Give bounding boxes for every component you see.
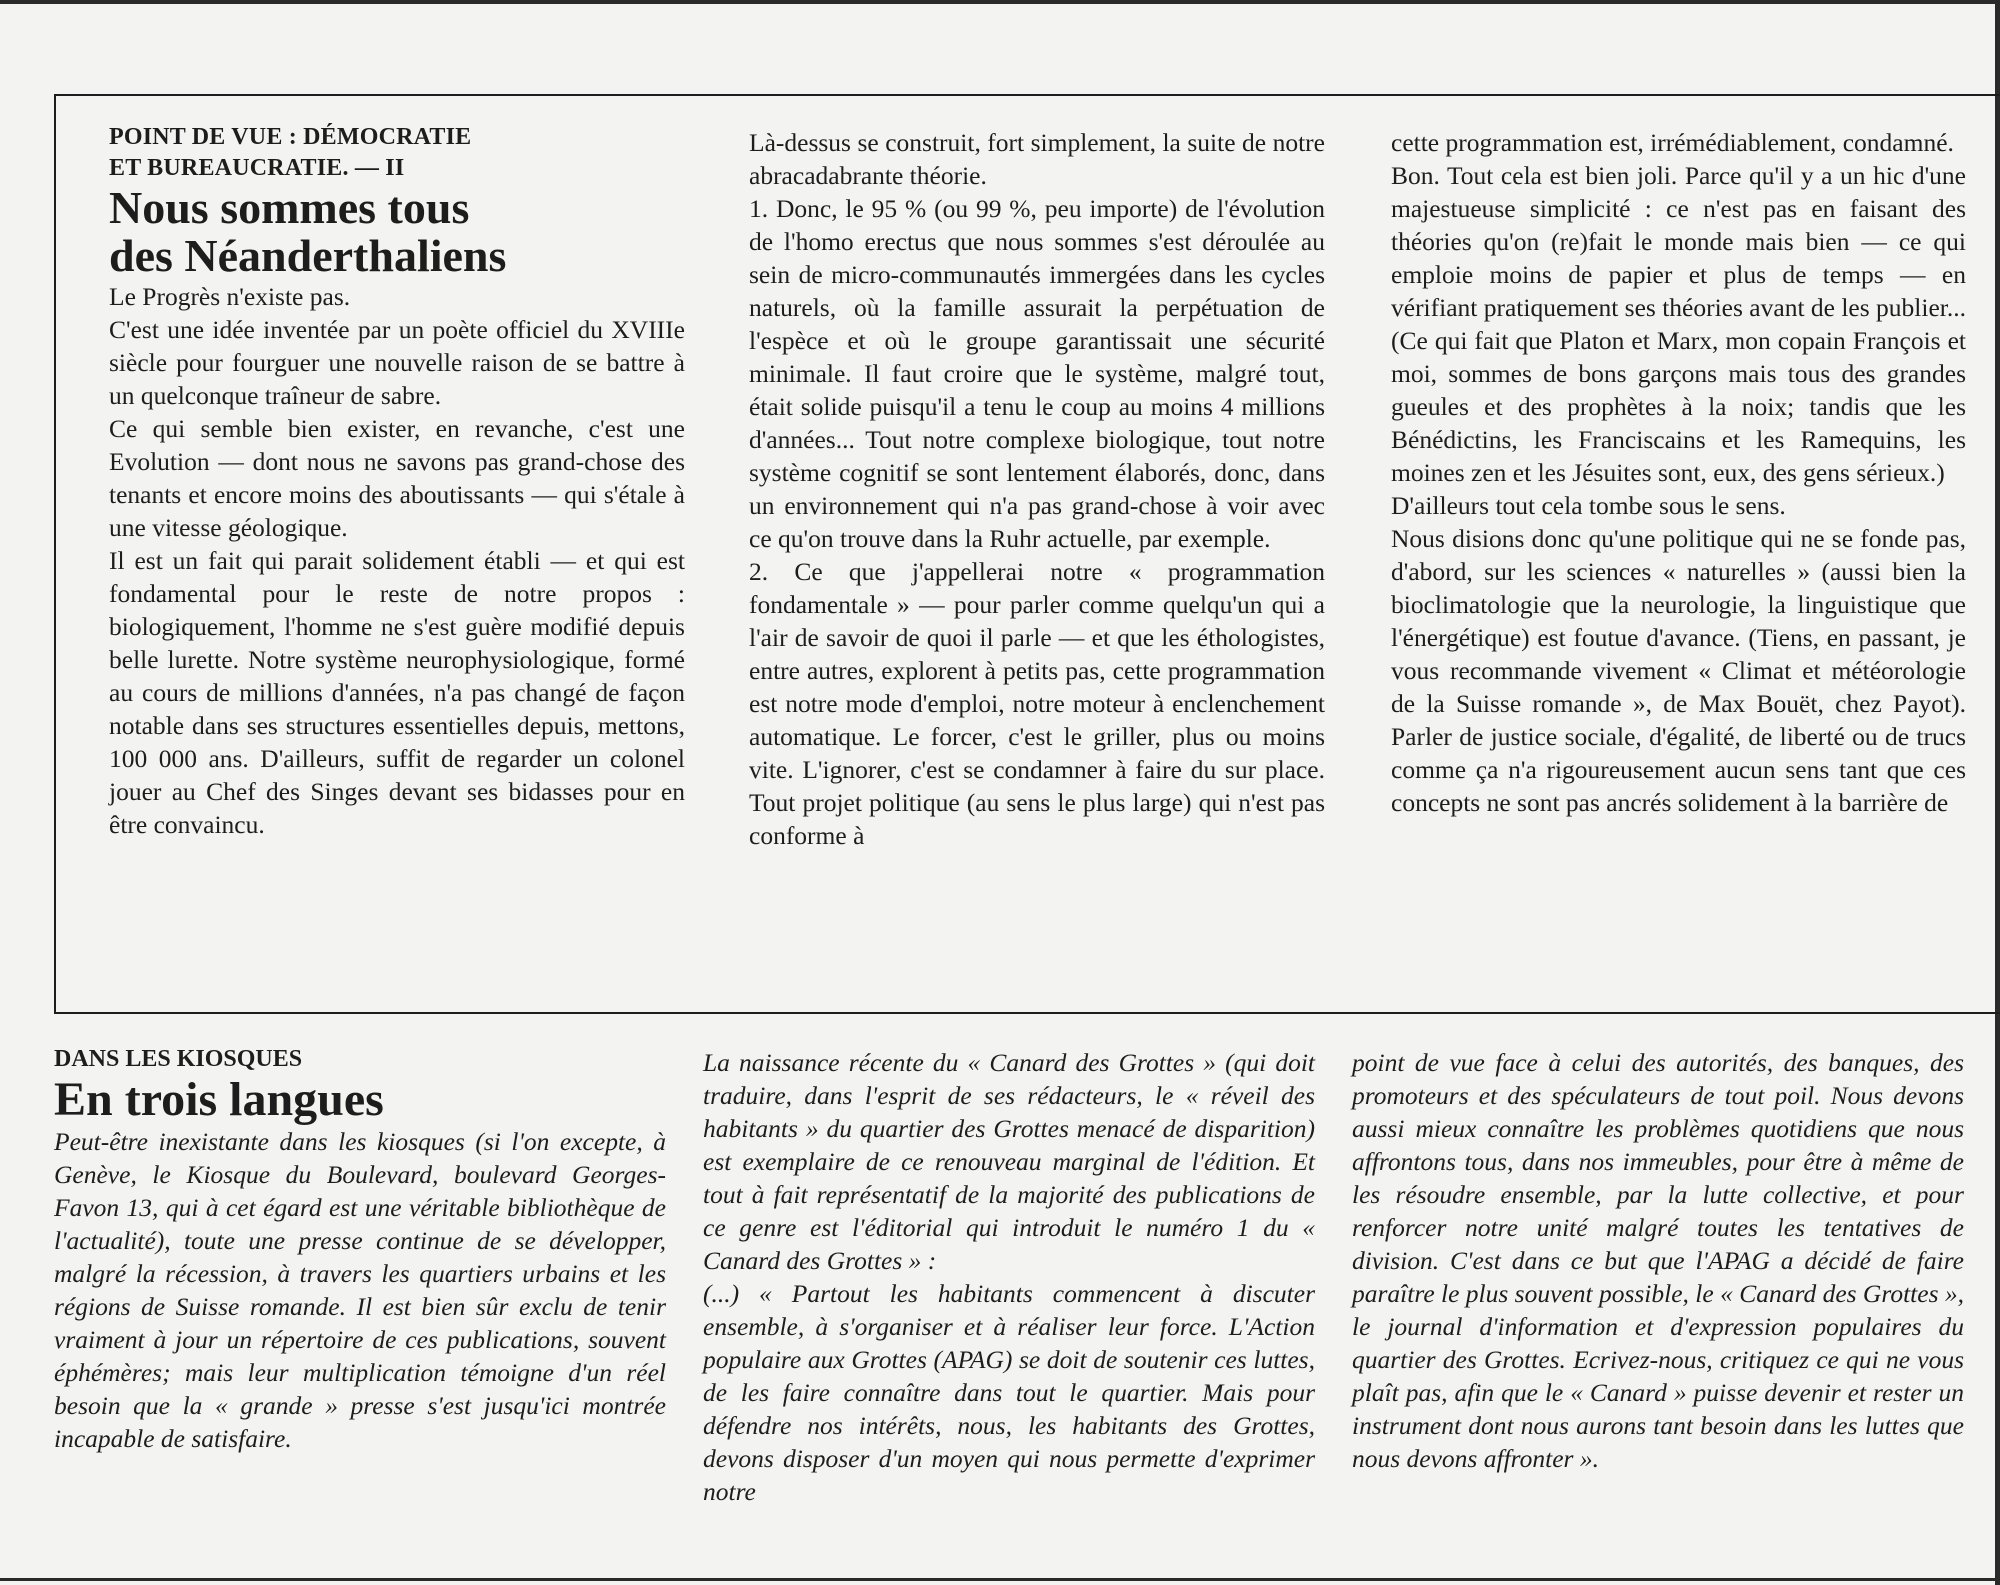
article2-column-3 <box>1352 1046 1964 1475</box>
paragraph: Là-dessus se construit, fort simplement, la suite de notre abracadabrante théorie. <box>749 128 1325 190</box>
paragraph: La naissance récente du « Canard des Grottes » (qui doit traduire, dans l'esprit de ses rédacteurs, le « réveil des habitants » du quartier des Grottes menacé de disparition) est exemplaire de ce renouveau marginal de l'édition. Et tout à fait représentatif de la majorité des publications de ce genre est l'éditorial qui introduit le numéro 1 du « Canard des Grottes » : <box>703 1048 1315 1275</box>
paragraph: Le Progrès n'existe pas. <box>109 282 351 311</box>
paragraph: C'est une idée inventée par un poète officiel du XVIIIe siècle pour fourguer une nouvelle raison de se battre à un quelconque traîneur de sabre. <box>109 315 685 410</box>
paragraph: cette programmation est, irrémédiablement, condamné. <box>1391 128 1954 157</box>
paragraph: 1. Donc, le 95 % (ou 99 %, peu importe) de l'évolution de l'homo erectus que nous sommes s'est déroulée au sein de micro-communautés immergées dans les cycles naturels, où la famille assurait la perpétuation de l'espèce et où le groupe garantissait une sécurité minimale. Il faut croire que le système, malgré tout, était solide puisqu'il a tenu le coup au moins 4 millions d'années... Tout notre complexe biologique, tout notre système cognitif se sont lentement élaborés, donc, dans un environnement qui n'a pas grand-chose à voir avec ce qu'on trouve dans la Ruhr actuelle, par exemple. <box>749 194 1325 553</box>
paragraph: Peut-être inexistante dans les kiosques (si l'on excepte, à Genève, le Kiosque du Boulevard, boulevard Georges-Favon 13, qui à cet égard est une véritable bibliothèque de l'actualité), toute une presse continue de se développer, malgré la récession, à travers les quartiers urbains et les régions de Suisse romande. Il est bien sûr exclu de tenir vraiment à jour un répertoire de ces publications, souvent éphémères; mais leur multiplication témoigne d'un réel besoin que la « grande » presse s'est jusqu'ici montrée incapable de satisfaire. <box>54 1127 666 1453</box>
paragraph: 2. Ce que j'appellerai notre « programmation fondamentale » — pour parler comme quelqu'un qui a l'air de savoir de quoi il parle — et que les éthologistes, entre autres, explorent à petits pas, cette programmation est notre mode d'emploi, notre moteur à enclenchement automatique. Le forcer, c'est le griller, plus ou moins vite. L'ignorer, c'est se condamner à faire du sur place. Tout projet politique (au sens le plus large) qui n'est pas conforme à <box>749 557 1325 850</box>
paragraph: D'ailleurs tout cela tombe sous le sens. <box>1391 491 1786 520</box>
paragraph: Bon. Tout cela est bien joli. Parce qu'il y a un hic d'une majestueuse simplicité : ce n'est pas en faisant des théories qu'on (re)fait le monde mais bien — ce qui emploie moins de papier et plus de temps — en vérifiant pratiquement ses théories avant de les publier... (Ce qui fait que Platon et Marx, mon copain François et moi, sommes de bons garçons mais tous des grandes gueules et des prophètes à la noix; tandis que les Bénédictins, les Franciscains et les Ramequins, les moines zen et les Jésuites sont, eux, des gens sérieux.) <box>1391 161 1966 487</box>
bottom-rule <box>0 1578 2000 1581</box>
article2-kicker: DANS LES KIOSQUES <box>54 1046 303 1072</box>
article1-kicker <box>109 122 685 184</box>
paragraph: point de vue face à celui des autorités, des banques, des promoteurs et des spéculateurs de tout poil. Nous devons aussi mieux connaître les problèmes quotidiens que nous affrontons tous, dans nos immeubles, pour être à même de les résoudre ensemble, par la lutte collective, et pour renforcer notre unité malgré toutes les tentatives de division. C'est dans ce but que l'APAG a décidé de faire paraître le plus souvent possible, le « Canard des Grottes », le journal d'information et d'expression populaires du quartier des Grottes. Ecrivez-nous, critiquez ce qui ne vous plaît pas, afin que le « Canard » puisse devenir et rester un instrument dont nous aurons tant besoin dans les luttes que nous devons affronter ». <box>1352 1048 1964 1473</box>
headline-line-1: Nous sommes tous <box>109 182 470 233</box>
headline-line-2: des Néanderthaliens <box>109 230 507 281</box>
article2-column-2 <box>703 1046 1315 1508</box>
kicker-line-2: ET BUREAUCRATIE. — II <box>109 155 405 181</box>
paragraph: Ce qui semble bien exister, en revanche, c'est une Evolution — dont nous ne savons pas grand-chose des tenants et encore moins des aboutissants — qui s'étale à une vitesse géologique. <box>109 414 685 542</box>
article2-headline: En trois langues <box>54 1073 384 1126</box>
article1-headline <box>109 184 685 280</box>
paragraph: Nous disions donc qu'une politique qui ne se fonde pas, d'abord, sur les sciences « naturelles » (aussi bien la bioclimatologie que la neurologie, la linguistique que l'énergétique) est foutue d'avance. (Tiens, en passant, je vous recommande vivement « Climat et météorologie de la Suisse romande », de Max Bouët, chez Payot). Parler de justice sociale, d'égalité, de liberté ou de trucs comme ça n'a rigoureusement aucun sens tant que ces concepts ne sont pas ancrés solidement à la barrière de <box>1391 524 1966 817</box>
paragraph: Il est un fait qui parait solidement établi — et qui est fondamental pour le reste de notre propos : biologiquement, l'homme ne s'est guère modifié depuis belle lurette. Notre système neurophysiologique, formé au cours de millions d'années, n'a pas changé de façon notable dans ses structures essentielles depuis, mettons, 100 000 ans. D'ailleurs, suffit de regarder un colonel jouer au Chef des Singes devant ses bidasses pour en être convaincu. <box>109 546 685 839</box>
kicker-line-1: POINT DE VUE : DÉMOCRATIE <box>109 124 472 150</box>
article1-column-3 <box>1391 126 1966 819</box>
paragraph: (...) « Partout les habitants commencent à discuter ensemble, à s'organiser et à réaliser leur force. L'Action populaire aux Grottes (APAG) se doit de soutenir ces luttes, de les faire connaître dans tout le quartier. Mais pour défendre nos intérêts, nous, les habitants des Grottes, devons disposer d'un moyen qui nous permette d'exprimer notre <box>703 1279 1315 1506</box>
article1-column-1 <box>109 122 685 841</box>
article1-column-2 <box>749 126 1325 852</box>
top-rule <box>0 0 2000 4</box>
article2-column-1 <box>54 1044 666 1455</box>
